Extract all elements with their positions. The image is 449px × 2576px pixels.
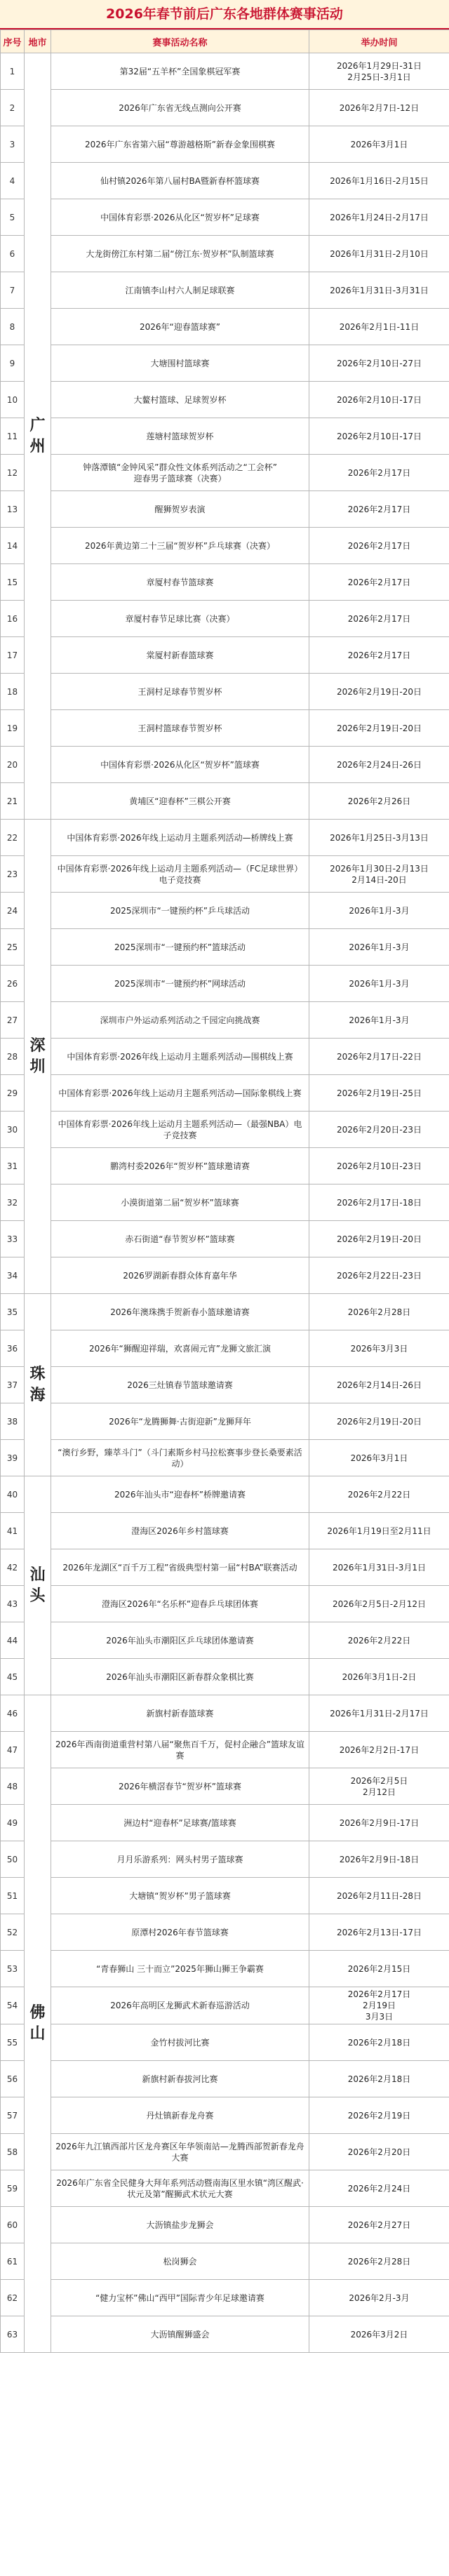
table-row	[1, 637, 449, 674]
event-name: 新旗村新春篮球赛	[51, 1695, 309, 1732]
row-number: 35	[1, 1294, 25, 1330]
table-row	[1, 1768, 449, 1805]
table-row	[1, 783, 449, 820]
table-row	[1, 163, 449, 199]
row-number: 47	[1, 1732, 25, 1768]
event-name: 中国体育彩票·2026从化区“贺岁杯”足球赛	[51, 199, 309, 236]
header-name: 赛事活动名称	[51, 30, 309, 53]
region-cell	[25, 1695, 51, 2353]
event-name: 小漠街道第二届“贺岁杯”篮球赛	[51, 1184, 309, 1221]
event-time: 2026年1月30日-2月13日 2月14日-20日	[309, 856, 449, 893]
event-time: 2026年2月15日	[309, 1951, 449, 1987]
table-row	[1, 710, 449, 747]
event-name: 2026年“狮醒迎祥瑞，欢喜闹元宵”龙狮文旅汇演	[51, 1330, 309, 1367]
table-row	[1, 2170, 449, 2207]
table-row	[1, 1622, 449, 1659]
event-name: 2025深圳市“一键预约杯”网球活动	[51, 966, 309, 1002]
event-time: 2026年2月17日 2月19日 3月3日	[309, 1987, 449, 2024]
event-time: 2026年1月31日-2月10日	[309, 236, 449, 272]
event-name: 第32届“五羊杯”全国象棋冠军赛	[51, 53, 309, 90]
row-number: 26	[1, 966, 25, 1002]
row-number: 24	[1, 893, 25, 929]
header-time: 举办时间	[309, 30, 449, 53]
table-row	[1, 309, 449, 345]
region-name: 广州	[29, 416, 46, 455]
table-row	[1, 1367, 449, 1403]
table-row	[1, 820, 449, 856]
event-time: 2026年2月19日-20日	[309, 710, 449, 747]
row-number: 13	[1, 491, 25, 528]
table-row	[1, 929, 449, 966]
table-row	[1, 1148, 449, 1184]
event-name: 大沥镇醒狮盛会	[51, 2316, 309, 2353]
event-time: 2026年2月10日-17日	[309, 382, 449, 418]
table-body	[1, 53, 449, 2353]
event-name: 2026年汕头市“迎春杯”桥牌邀请赛	[51, 1476, 309, 1513]
row-number: 16	[1, 601, 25, 637]
event-name: 棠厦村新春篮球赛	[51, 637, 309, 674]
table-row	[1, 1513, 449, 1549]
table-row	[1, 747, 449, 783]
event-time: 2026年2月17日	[309, 491, 449, 528]
event-name: “健力宝杯”佛山“西甲”国际青少年足球邀请赛	[51, 2280, 309, 2316]
row-number: 39	[1, 1440, 25, 1476]
event-time: 2026年2月20日	[309, 2134, 449, 2170]
event-time: 2026年2月28日	[309, 2243, 449, 2280]
event-name: 2026年黄边第二十三届“贺岁杯”乒乓球赛（决赛）	[51, 528, 309, 564]
region-name: 珠海	[29, 1365, 46, 1404]
event-time: 2026年2月17日	[309, 528, 449, 564]
event-time: 2026年3月2日	[309, 2316, 449, 2353]
table-row	[1, 236, 449, 272]
event-name: 2026三灶镇春节篮球邀请赛	[51, 1367, 309, 1403]
row-number: 49	[1, 1805, 25, 1841]
row-number: 2	[1, 90, 25, 126]
region-name: 佛山	[29, 2004, 46, 2043]
event-name: 章厦村春节篮球赛	[51, 564, 309, 601]
row-number: 52	[1, 1914, 25, 1951]
event-name: 2026年广东省第六届“尊游越格斯”新春金象围棋赛	[51, 126, 309, 163]
table-row	[1, 1403, 449, 1440]
event-name: 澄海区2026年“名乐杯”迎春乒乓球团体赛	[51, 1586, 309, 1622]
event-name: 2025深圳市“一键预约杯”篮球活动	[51, 929, 309, 966]
row-number: 36	[1, 1330, 25, 1367]
event-time: 2026年2月17日-18日	[309, 1184, 449, 1221]
table-row	[1, 491, 449, 528]
table-row	[1, 2097, 449, 2134]
table-row	[1, 345, 449, 382]
event-time: 2026年3月1日-2日	[309, 1659, 449, 1695]
event-name: 醒狮贺岁表演	[51, 491, 309, 528]
event-time: 2026年2月19日	[309, 2097, 449, 2134]
row-number: 5	[1, 199, 25, 236]
row-number: 48	[1, 1768, 25, 1805]
event-name: 2026年汕头市潮阳区新春群众象棋比赛	[51, 1659, 309, 1695]
event-name: 中国体育彩票·2026从化区“贺岁杯”篮球赛	[51, 747, 309, 783]
event-name: 深圳市户外运动系列活动之千园定向挑战赛	[51, 1002, 309, 1039]
header-region: 地市	[25, 30, 51, 53]
row-number: 32	[1, 1184, 25, 1221]
event-time: 2026年2月9日-18日	[309, 1841, 449, 1878]
event-name: 2026年龙湖区“百千万工程”省级典型村第一届“村BA”联赛活动	[51, 1549, 309, 1586]
event-time: 2026年1月31日-3月1日	[309, 1549, 449, 1586]
event-name: 2026年横滘春节“贺岁杯”篮球赛	[51, 1768, 309, 1805]
row-number: 14	[1, 528, 25, 564]
event-name: 钟落潭镇“金钟风采”群众性文体系列活动之“工会杯” 迎春男子篮球赛（决赛）	[51, 455, 309, 491]
table-row	[1, 674, 449, 710]
event-name: 新旗村新春拔河比赛	[51, 2061, 309, 2097]
table-row	[1, 272, 449, 309]
row-number: 57	[1, 2097, 25, 2134]
event-name: “青春狮山 三十而立”2025年狮山狮王争霸赛	[51, 1951, 309, 1987]
table-row	[1, 1440, 449, 1476]
table-row	[1, 601, 449, 637]
table-row	[1, 126, 449, 163]
event-time: 2026年2月11日-28日	[309, 1878, 449, 1914]
event-name: “澳行乡野，臻萃斗门”（斗门素斯乡村马拉松赛事步登长桑要素活动）	[51, 1440, 309, 1476]
row-number: 63	[1, 2316, 25, 2353]
event-time: 2026年2月-3月	[309, 2280, 449, 2316]
row-number: 18	[1, 674, 25, 710]
row-number: 59	[1, 2170, 25, 2207]
table-row	[1, 1549, 449, 1586]
event-time: 2026年1月19日至2月11日	[309, 1513, 449, 1549]
row-number: 40	[1, 1476, 25, 1513]
event-name: 大龙街傍江东村第二届“傍江东·贺岁杯”队制篮球赛	[51, 236, 309, 272]
row-number: 31	[1, 1148, 25, 1184]
event-time: 2026年1月24日-2月17日	[309, 199, 449, 236]
event-name: 月月乐游系列：网头村男子篮球赛	[51, 1841, 309, 1878]
table-row	[1, 1987, 449, 2024]
event-time: 2026年2月14日-26日	[309, 1367, 449, 1403]
table-row	[1, 382, 449, 418]
event-name: 莲塘村篮球贺岁杯	[51, 418, 309, 455]
row-number: 9	[1, 345, 25, 382]
event-time: 2026年2月10日-17日	[309, 418, 449, 455]
table-row	[1, 1659, 449, 1695]
row-number: 3	[1, 126, 25, 163]
row-number: 29	[1, 1075, 25, 1112]
events-table	[0, 29, 449, 2353]
table-row	[1, 2061, 449, 2097]
region-cell	[25, 53, 51, 820]
header-no: 序号	[1, 30, 25, 53]
event-name: 黄埔区“迎春杯”三棋公开赛	[51, 783, 309, 820]
event-name: 2026年澳珠携手贺新春小篮球邀请赛	[51, 1294, 309, 1330]
row-number: 4	[1, 163, 25, 199]
event-time: 2026年2月27日	[309, 2207, 449, 2243]
event-name: 丹灶镇新春龙舟赛	[51, 2097, 309, 2134]
event-time: 2026年2月22日	[309, 1622, 449, 1659]
table-row	[1, 1841, 449, 1878]
table-row	[1, 2280, 449, 2316]
event-name: 洲边村“迎春杯”足球赛/篮球赛	[51, 1805, 309, 1841]
event-name: 金竹村拔河比赛	[51, 2024, 309, 2061]
event-time: 2026年2月20日-23日	[309, 1112, 449, 1148]
event-time: 2026年2月17日	[309, 601, 449, 637]
table-row	[1, 1914, 449, 1951]
table-row	[1, 1221, 449, 1257]
row-number: 7	[1, 272, 25, 309]
event-name: 2026年“龙腾狮舞·古街迎新”龙狮拜年	[51, 1403, 309, 1440]
table-row	[1, 2024, 449, 2061]
table-row	[1, 2243, 449, 2280]
event-time: 2026年2月17日	[309, 455, 449, 491]
event-name: 大鳌村篮球、足球贺岁杯	[51, 382, 309, 418]
event-time: 2026年2月17日	[309, 637, 449, 674]
table-row	[1, 1184, 449, 1221]
table-row	[1, 53, 449, 90]
event-name: 中国体育彩票·2026年线上运动月主题系列活动—桥牌线上赛	[51, 820, 309, 856]
event-time: 2026年1月31日-3月31日	[309, 272, 449, 309]
event-time: 2026年2月17日-22日	[309, 1039, 449, 1075]
table-row	[1, 2316, 449, 2353]
table-row	[1, 856, 449, 893]
event-time: 2026年1月31日-2月17日	[309, 1695, 449, 1732]
page-title: 2026年春节前后广东各地群体赛事活动	[0, 0, 449, 29]
table-row	[1, 966, 449, 1002]
row-number: 22	[1, 820, 25, 856]
event-time: 2026年2月10日-27日	[309, 345, 449, 382]
row-number: 11	[1, 418, 25, 455]
event-time: 2026年1月-3月	[309, 1002, 449, 1039]
row-number: 45	[1, 1659, 25, 1695]
event-time: 2026年2月5日 2月12日	[309, 1768, 449, 1805]
event-time: 2026年2月18日	[309, 2061, 449, 2097]
event-time: 2026年1月-3月	[309, 929, 449, 966]
row-number: 6	[1, 236, 25, 272]
row-number: 46	[1, 1695, 25, 1732]
event-name: 澄海区2026年乡村篮球赛	[51, 1513, 309, 1549]
event-time: 2026年1月16日-2月15日	[309, 163, 449, 199]
event-time: 2026年2月1日-11日	[309, 309, 449, 345]
event-name: 2026年“迎春篮球赛”	[51, 309, 309, 345]
event-time: 2026年1月-3月	[309, 966, 449, 1002]
table-row	[1, 893, 449, 929]
event-time: 2026年2月13日-17日	[309, 1914, 449, 1951]
row-number: 56	[1, 2061, 25, 2097]
row-number: 51	[1, 1878, 25, 1914]
table-row	[1, 1257, 449, 1294]
row-number: 44	[1, 1622, 25, 1659]
row-number: 41	[1, 1513, 25, 1549]
event-time: 2026年2月9日-17日	[309, 1805, 449, 1841]
event-name: 江南镇李山村六人制足球联赛	[51, 272, 309, 309]
event-time: 2026年2月22日-23日	[309, 1257, 449, 1294]
row-number: 50	[1, 1841, 25, 1878]
row-number: 58	[1, 2134, 25, 2170]
row-number: 28	[1, 1039, 25, 1075]
table-row	[1, 564, 449, 601]
event-name: 中国体育彩票·2026年线上运动月主题系列活动—（FC足球世界）电子竞技赛	[51, 856, 309, 893]
event-name: 2026年广东省全民健身大拜年系列活动暨南海区里水镇“湾区醒武·状元及第”醒狮武术状元大赛	[51, 2170, 309, 2207]
event-time: 2026年2月7日-12日	[309, 90, 449, 126]
table-row	[1, 199, 449, 236]
row-number: 42	[1, 1549, 25, 1586]
row-number: 23	[1, 856, 25, 893]
table-row	[1, 1075, 449, 1112]
event-time: 2026年2月19日-20日	[309, 674, 449, 710]
row-number: 37	[1, 1367, 25, 1403]
event-name: 鹏湾村委2026年“贺岁杯”篮球邀请赛	[51, 1148, 309, 1184]
row-number: 38	[1, 1403, 25, 1440]
header-row	[1, 30, 449, 53]
event-time: 2026年1月25日-3月13日	[309, 820, 449, 856]
table-row	[1, 90, 449, 126]
row-number: 1	[1, 53, 25, 90]
region-name: 汕头	[29, 1566, 46, 1605]
event-name: 大塘围村篮球赛	[51, 345, 309, 382]
table-row	[1, 1039, 449, 1075]
row-number: 33	[1, 1221, 25, 1257]
table-row	[1, 1112, 449, 1148]
table-row	[1, 1586, 449, 1622]
event-name: 原潭村2026年春节篮球赛	[51, 1914, 309, 1951]
event-name: 章厦村春节足球比赛（决赛）	[51, 601, 309, 637]
row-number: 10	[1, 382, 25, 418]
row-number: 53	[1, 1951, 25, 1987]
event-name: 中国体育彩票·2026年线上运动月主题系列活动—围棋线上赛	[51, 1039, 309, 1075]
row-number: 17	[1, 637, 25, 674]
table-row	[1, 1476, 449, 1513]
row-number: 34	[1, 1257, 25, 1294]
event-name: 王洞村篮球春节贺岁杯	[51, 710, 309, 747]
event-name: 仙村镇2026年第八届村BA暨新春杯篮球赛	[51, 163, 309, 199]
event-name: 2026罗湖新春群众体育嘉年华	[51, 1257, 309, 1294]
table-row	[1, 2134, 449, 2170]
event-name: 中国体育彩票·2026年线上运动月主题系列活动—国际象棋线上赛	[51, 1075, 309, 1112]
table-row	[1, 1951, 449, 1987]
event-time: 2026年2月19日-20日	[309, 1221, 449, 1257]
table-row	[1, 418, 449, 455]
table-row	[1, 1732, 449, 1768]
row-number: 15	[1, 564, 25, 601]
event-name: 中国体育彩票·2026年线上运动月主题系列活动—（最强NBA）电子竞技赛	[51, 1112, 309, 1148]
table-row	[1, 1002, 449, 1039]
row-number: 25	[1, 929, 25, 966]
event-name: 2026年高明区龙狮武术新春巡游活动	[51, 1987, 309, 2024]
region-cell	[25, 820, 51, 1294]
event-time: 2026年2月24日-26日	[309, 747, 449, 783]
event-time: 2026年2月18日	[309, 2024, 449, 2061]
table-row	[1, 1330, 449, 1367]
event-name: 大沥镇盐步龙狮会	[51, 2207, 309, 2243]
event-name: 2026年西南街道重营村第八届“聚焦百千万，促村企融合”篮球友谊赛	[51, 1732, 309, 1768]
event-time: 2026年2月10日-23日	[309, 1148, 449, 1184]
event-time: 2026年2月24日	[309, 2170, 449, 2207]
region-cell	[25, 1476, 51, 1695]
row-number: 54	[1, 1987, 25, 2024]
event-time: 2026年2月19日-25日	[309, 1075, 449, 1112]
event-time: 2026年2月5日-2月12日	[309, 1586, 449, 1622]
event-time: 2026年3月1日	[309, 126, 449, 163]
row-number: 20	[1, 747, 25, 783]
table-row	[1, 528, 449, 564]
table-row	[1, 455, 449, 491]
event-time: 2026年2月28日	[309, 1294, 449, 1330]
event-name: 2026年九江镇西部片区龙舟赛区年华领南站—龙腾西部贺新春龙舟大赛	[51, 2134, 309, 2170]
row-number: 62	[1, 2280, 25, 2316]
row-number: 8	[1, 309, 25, 345]
event-name: 王洞村足球春节贺岁杯	[51, 674, 309, 710]
row-number: 30	[1, 1112, 25, 1148]
row-number: 19	[1, 710, 25, 747]
row-number: 12	[1, 455, 25, 491]
region-name: 深圳	[29, 1036, 46, 1076]
row-number: 60	[1, 2207, 25, 2243]
event-time: 2026年2月22日	[309, 1476, 449, 1513]
event-time: 2026年1月-3月	[309, 893, 449, 929]
event-name: 2025深圳市“一键预约杯”乒乓球活动	[51, 893, 309, 929]
event-name: 赤石街道“春节贺岁杯”篮球赛	[51, 1221, 309, 1257]
event-time: 2026年2月2日-17日	[309, 1732, 449, 1768]
row-number: 55	[1, 2024, 25, 2061]
event-time: 2026年3月3日	[309, 1330, 449, 1367]
event-name: 2026年广东省无线点测向公开赛	[51, 90, 309, 126]
table-row	[1, 1695, 449, 1732]
table-row	[1, 2207, 449, 2243]
region-cell	[25, 1294, 51, 1476]
row-number: 43	[1, 1586, 25, 1622]
event-time: 2026年1月29日-31日 2月25日-3月1日	[309, 53, 449, 90]
table-row	[1, 1805, 449, 1841]
event-name: 2026年汕头市潮阳区乒乓球团体邀请赛	[51, 1622, 309, 1659]
row-number: 27	[1, 1002, 25, 1039]
table-row	[1, 1878, 449, 1914]
event-time: 2026年3月1日	[309, 1440, 449, 1476]
event-name: 松岗狮会	[51, 2243, 309, 2280]
table-row	[1, 1294, 449, 1330]
event-name: 大塘镇“贺岁杯”男子篮球赛	[51, 1878, 309, 1914]
row-number: 61	[1, 2243, 25, 2280]
row-number: 21	[1, 783, 25, 820]
event-time: 2026年2月26日	[309, 783, 449, 820]
event-time: 2026年2月19日-20日	[309, 1403, 449, 1440]
event-time: 2026年2月17日	[309, 564, 449, 601]
